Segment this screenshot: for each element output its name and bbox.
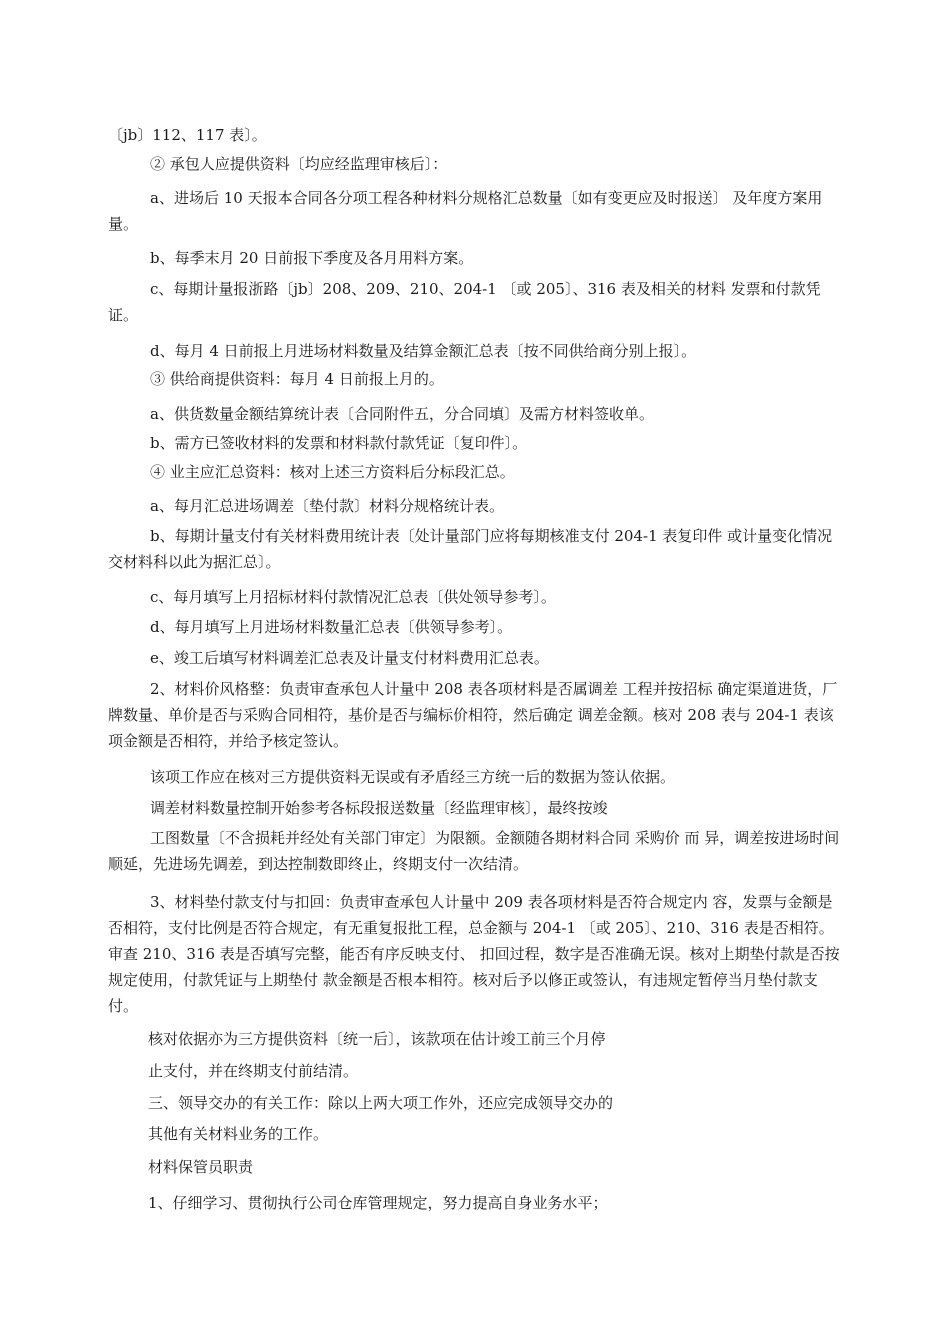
paragraph: c、每期计量报浙路〔jb〕208、209、210、204-1 〔或 205〕、316 表及相关的材料 发票和付款凭证。 <box>108 280 821 324</box>
paragraph: b、每季末月 20 日前报下季度及各月用料方案。 <box>150 249 474 267</box>
paragraph: a、供货数量金额结算统计表〔合同附件五，分合同填〕及需方材料签收单。 <box>150 405 654 423</box>
paragraph: 〔jb〕112、117 表〕。 <box>108 126 267 144</box>
paragraph: 三、领导交办的有关工作：除以上两大项工作外，还应完成领导交办的 <box>148 1094 614 1112</box>
paragraph: a、每月汇总进场调差〔垫付款〕材料分规格统计表。 <box>150 497 504 515</box>
paragraph: 2、材料价风格整：负责审查承包人计量中 208 表各项材料是否属调差 工程并按招标 确定渠道进货，厂牌数量、单价是否与采购合同相符，基价是否与编标价相符，然后确定 调差金额。核对 208 表与 204-1 表该项金额是否相符，并给予核定签认。 <box>108 680 838 750</box>
paragraph: a、进场后 10 天报本合同各分项工程各种材料分规格汇总数量〔如有变更应及时报送〕 及年度方案用量。 <box>108 189 823 233</box>
paragraph: 工图数量〔不含损耗并经处有关部门审定〕为限额。金额随各期材料合同 采购价 而 异，调差按进场时间顺延，先进场先调差，到达控制数即终止，终期支付一次结清。 <box>108 829 840 873</box>
paragraph: 核对依据亦为三方提供资料〔统一后〕，该款项在估计竣工前三个月停 <box>148 1030 606 1048</box>
paragraph: 该项工作应在核对三方提供资料无误或有矛盾经三方统一后的数据为签认依据。 <box>150 768 676 786</box>
paragraph: 1、仔细学习、贯彻执行公司仓库管理规定，努力提高自身业务水平； <box>148 1194 608 1212</box>
paragraph: d、每月填写上月进场材料数量汇总表〔供领导参考〕。 <box>150 618 513 636</box>
paragraph: 止支付，并在终期支付前结清。 <box>148 1062 359 1080</box>
paragraph: ④ 业主应汇总资料：核对上述三方资料后分标段汇总。 <box>150 463 515 481</box>
paragraph: b、每期计量支付有关材料费用统计表〔处计量部门应将每期核准支付 204-1 表复印件 或计量变化情况交材料科以此为据汇总〕。 <box>108 527 833 571</box>
section-heading: 材料保管员职责 <box>148 1158 254 1176</box>
paragraph: ③ 供给商提供资料：每月 4 日前报上月的。 <box>150 370 444 388</box>
paragraph: 其他有关材料业务的工作。 <box>148 1125 329 1143</box>
paragraph: e、竣工后填写材料调差汇总表及计量支付材料费用汇总表。 <box>150 649 549 667</box>
paragraph: ② 承包人应提供资料〔均应经监理审核后〕： <box>150 155 448 173</box>
paragraph: 调差材料数量控制开始参考各标段报送数量〔经监理审核〕，最终按竣 <box>150 799 608 817</box>
paragraph: b、需方已签收材料的发票和材料款付款凭证〔复印件〕。 <box>150 434 528 452</box>
paragraph: d、每月 4 日前报上月进场材料数量及结算金额汇总表〔按不同供给商分别上报〕。 <box>150 342 697 360</box>
paragraph: c、每月填写上月招标材料付款情况汇总表〔供处领导参考〕。 <box>150 588 556 606</box>
paragraph: 3、材料垫付款支付与扣回：负责审查承包人计量中 209 表各项材料是否符合规定内 容，发票与金额是否相符，支付比例是否符合规定，有无重复报批工程，总金额与 204-1 〔或 205〕、210、316 表是否相符。审查 210、316 表是否填写完整，能否有序反映支付、 扣回过程，数字是否准确无误。核对上期垫付款是否按规定使用，付款凭证与上期垫付 款金额是否根本相符。核对后予以修正或签认，有违规定暂停当月垫付款支付。 <box>108 893 840 1015</box>
